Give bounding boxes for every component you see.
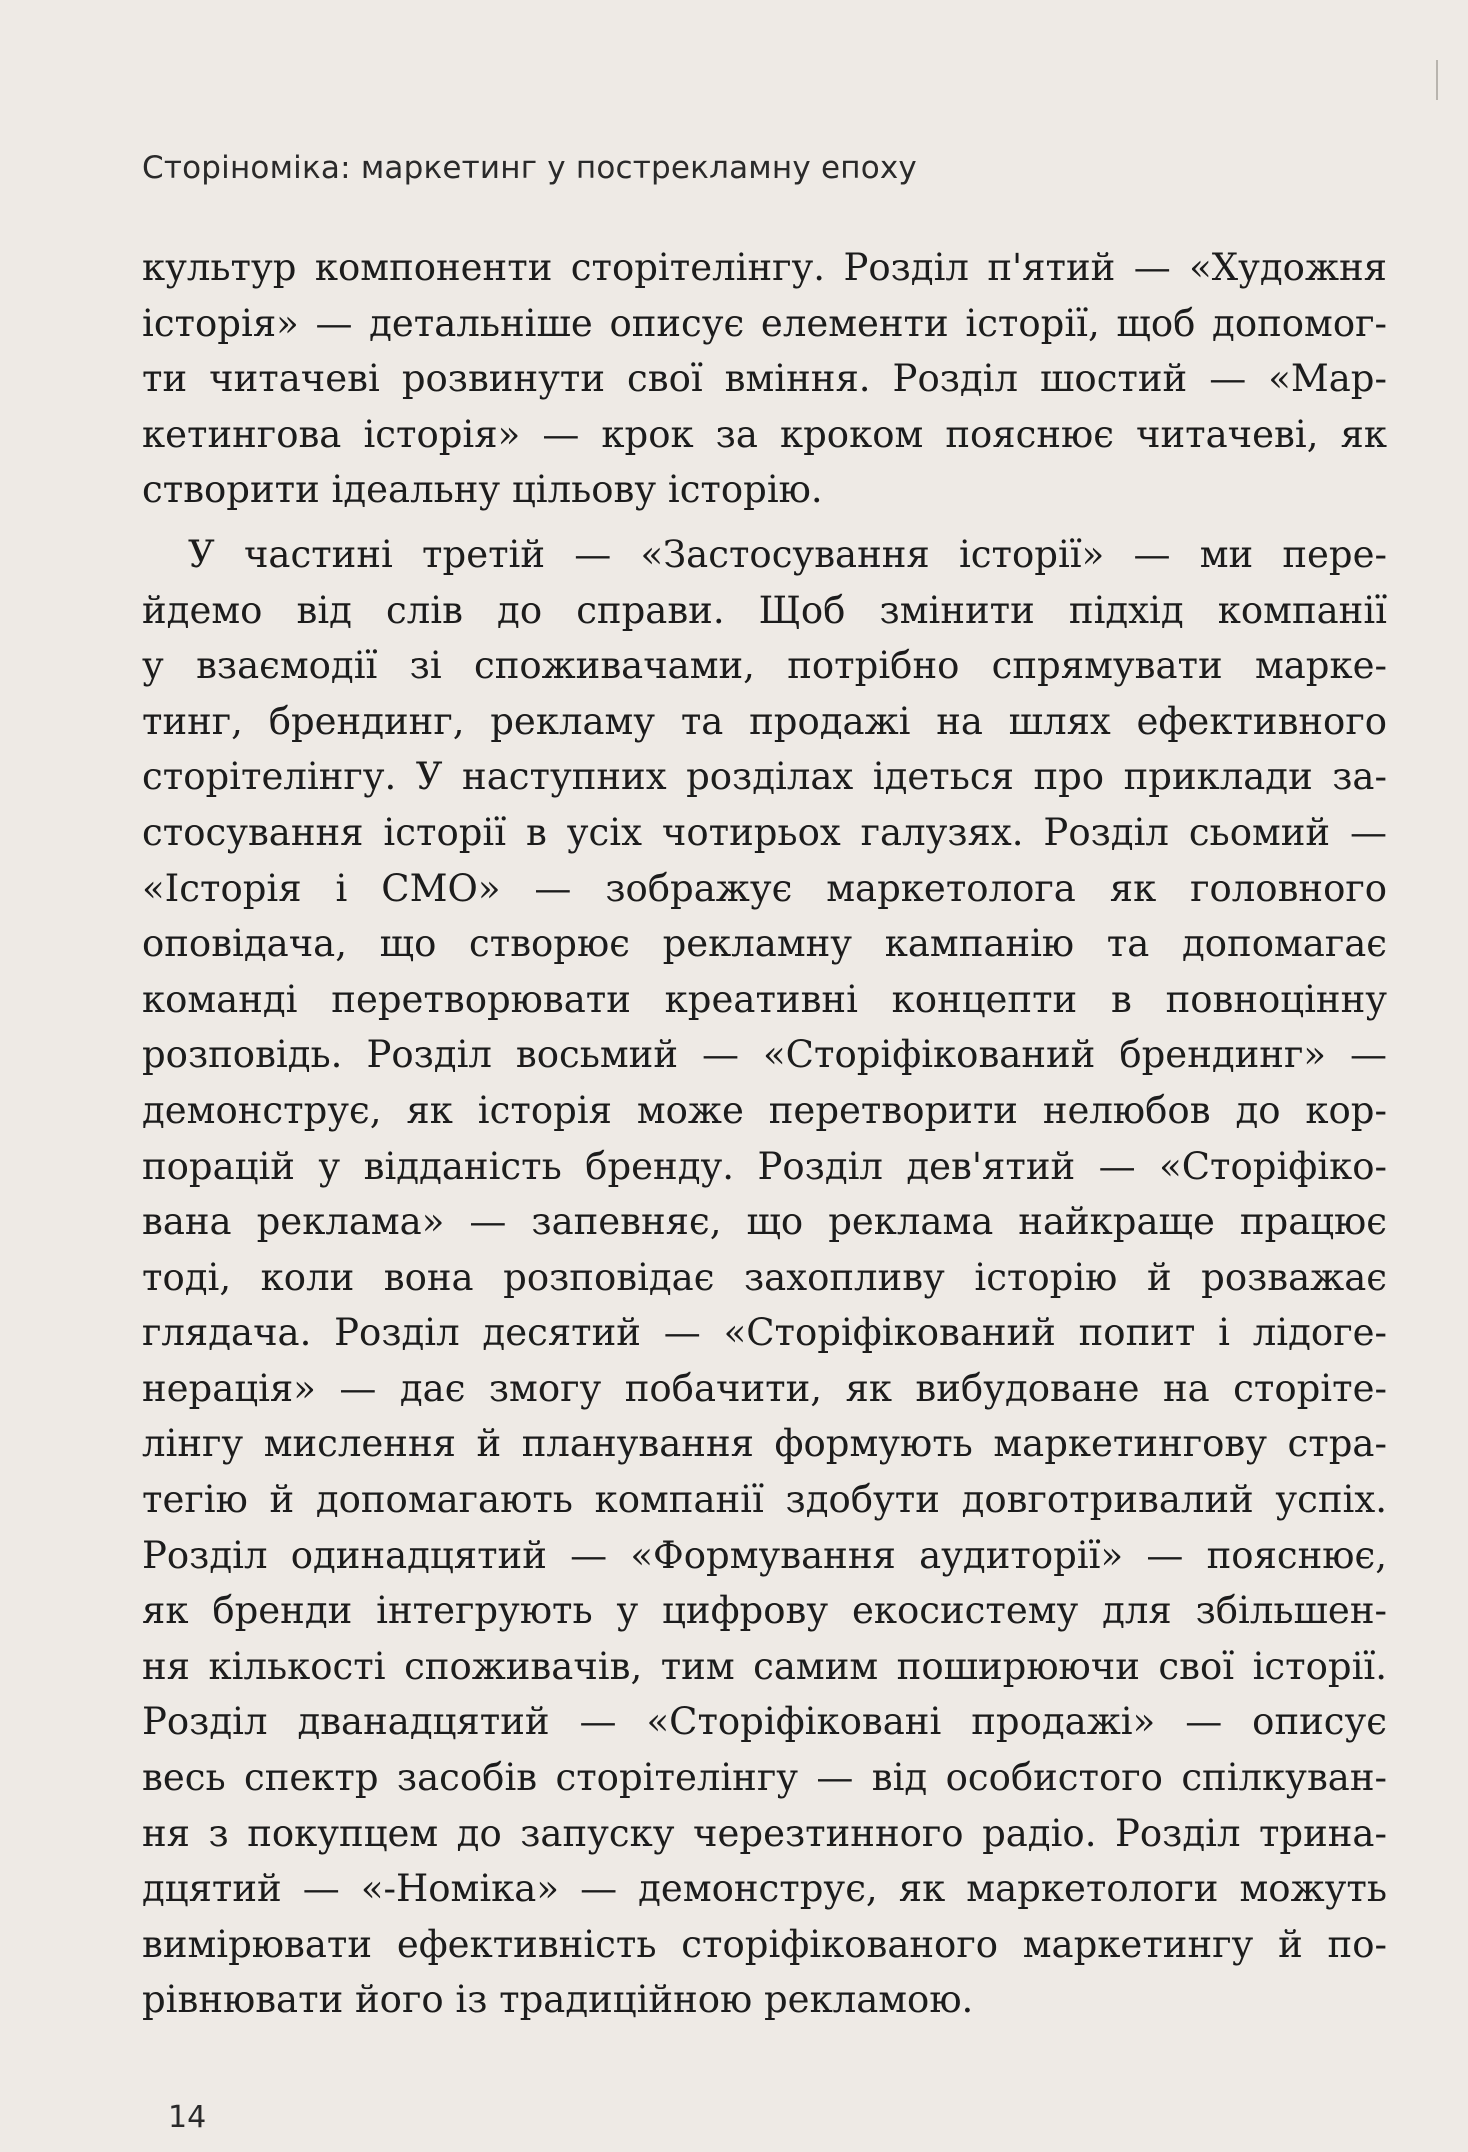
text-line: ти читачеві розвинути свої вміння. Розділ шостий — «Мар- bbox=[142, 357, 1387, 401]
text-line: ня кількості споживачів, тим самим поширюючи свої історії. bbox=[142, 1644, 1387, 1688]
body-text bbox=[142, 240, 1387, 2028]
text-line: культур компоненти сторітелінгу. Розділ п'ятий — «Художня bbox=[142, 246, 1387, 289]
text-line: лінгу мислення й планування формують маркетингову стра- bbox=[142, 1422, 1387, 1466]
text-line: Розділ одинадцятий — «Формування аудиторії» — пояснює, bbox=[142, 1533, 1387, 1577]
text-line: демонструє, як історія може перетворити нелюбов до кор- bbox=[142, 1088, 1387, 1132]
scan-edge-mark bbox=[1436, 60, 1438, 100]
text-line: історія» — детальніше описує елементи історії, щоб допомог- bbox=[142, 301, 1387, 345]
text-line: сторітелінгу. У наступних розділах ідеться про приклади за- bbox=[142, 755, 1387, 799]
page-number: 14 bbox=[168, 2100, 207, 2135]
text-line: у взаємодії зі споживачами, потрібно спрямувати марке- bbox=[142, 644, 1387, 688]
text-line: тегію й допомагають компанії здобути довготривалий успіх. bbox=[142, 1478, 1387, 1522]
text-line: створити ідеальну цільову історію. bbox=[142, 468, 823, 512]
text-line: ня з покупцем до запуску черезтинного радіо. Розділ трина- bbox=[142, 1811, 1387, 1855]
text-line: стосування історії в усіх чотирьох галузях. Розділ сьомий — bbox=[142, 810, 1387, 854]
text-line: Розділ дванадцятий — «Сторіфіковані продажі» — описує bbox=[142, 1700, 1387, 1744]
text-line: рівнювати його із традиційною рекламою. bbox=[142, 1978, 974, 2022]
paragraph-1 bbox=[142, 240, 1387, 518]
text-line: весь спектр засобів сторітелінгу — від особистого спілкуван- bbox=[142, 1756, 1387, 1800]
text-line: як бренди інтегрують у цифрову екосистему для збільшен- bbox=[142, 1589, 1387, 1633]
text-line: глядача. Розділ десятий — «Сторіфікований попит і лідоге- bbox=[142, 1311, 1387, 1355]
text-line: У частині третій — «Застосування історії» — ми пере- bbox=[188, 532, 1387, 576]
text-line: тоді, коли вона розповідає захопливу історію й розважає bbox=[142, 1255, 1387, 1299]
text-line: «Історія і СМО» — зображує маркетолога як головного bbox=[142, 866, 1387, 910]
text-line: порацій у відданість бренду. Розділ дев'ятий — «Сторіфіко- bbox=[142, 1144, 1387, 1188]
running-head: Сторіноміка: маркетинг у пострекламну епоху bbox=[142, 150, 917, 186]
text-line: кетингова історія» — крок за кроком пояснює читачеві, як bbox=[142, 412, 1387, 456]
text-line: вимірювати ефективність сторіфікованого маркетингу й по- bbox=[142, 1922, 1387, 1966]
text-line: тинг, брендинг, рекламу та продажі на шлях ефективного bbox=[142, 699, 1387, 743]
paragraph-gap bbox=[142, 518, 1387, 527]
paragraph-2 bbox=[142, 527, 1387, 2028]
text-line: команді перетворювати креативні концепти в повноцінну bbox=[142, 977, 1387, 1021]
text-line: розповідь. Розділ восьмий — «Сторіфікований брендинг» — bbox=[142, 1033, 1387, 1077]
text-line: оповідача, що створює рекламну кампанію та допомагає bbox=[142, 922, 1387, 966]
text-line: дцятий — «-Номіка» — демонструє, як маркетологи можуть bbox=[142, 1867, 1387, 1911]
text-line: вана реклама» — запевняє, що реклама найкраще працює bbox=[142, 1200, 1387, 1244]
text-line: йдемо від слів до справи. Щоб змінити підхід компанії bbox=[142, 588, 1387, 632]
text-line: нерація» — дає змогу побачити, як вибудоване на сторіте- bbox=[142, 1366, 1387, 1410]
